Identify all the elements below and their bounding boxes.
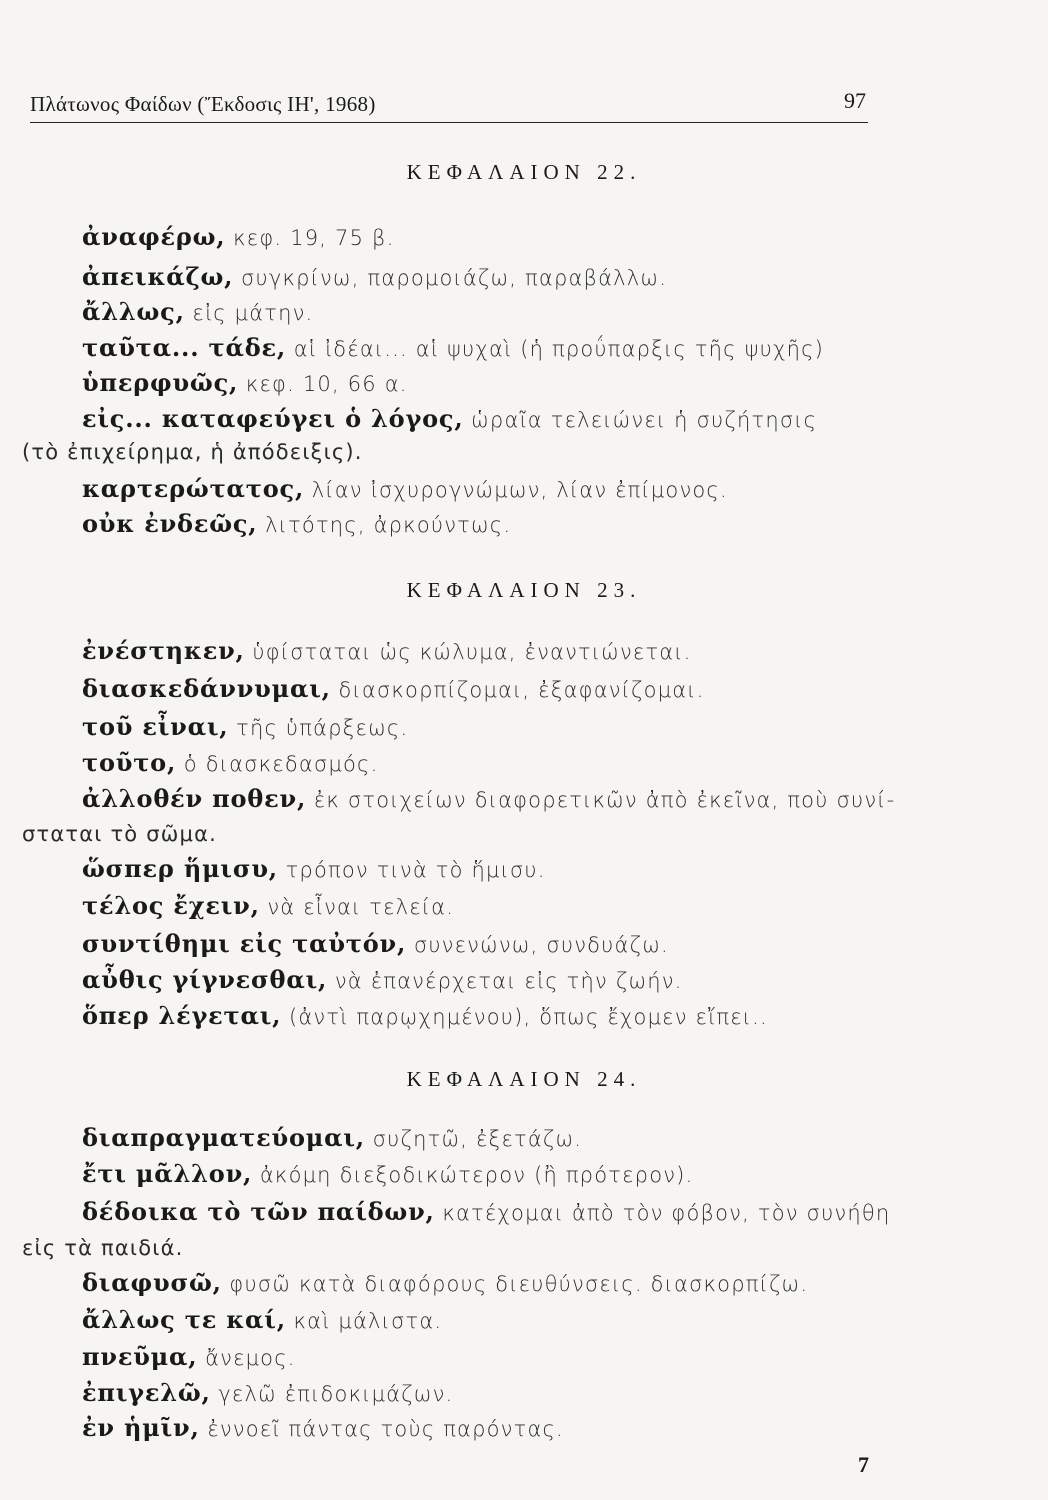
entry-term: ἀλλοθέν ποθεν, bbox=[82, 784, 307, 813]
signature-mark: 7 bbox=[858, 1452, 869, 1477]
entry-term: τοῦ εἶναι, bbox=[82, 712, 229, 741]
entry-term: ὅπερ λέγεται, bbox=[82, 1001, 282, 1030]
entry-definition: διασκορπίζομαι, ἐξαφανίζομαι. bbox=[338, 678, 705, 702]
chapter-heading-24: ΚΕΦΑΛΑΙΟΝ 24. bbox=[406, 1067, 642, 1091]
entry-term: ἀπεικάζω, bbox=[82, 262, 234, 291]
entry-term: ταῦτα... τάδε, bbox=[82, 333, 287, 362]
chapter-heading-22: ΚΕΦΑΛΑΙΟΝ 22. bbox=[406, 160, 642, 184]
entry-term: ἔτι μᾶλλον, bbox=[82, 1159, 253, 1188]
entry-definition: ὁ διασκεδασμός. bbox=[183, 752, 379, 776]
glossary-entry bbox=[82, 712, 408, 743]
entry-term: διαφυσῶ, bbox=[82, 1268, 222, 1297]
entry-definition: τρόπον τινὰ τὸ ἥμισυ. bbox=[285, 858, 546, 882]
entry-definition: ἐννοεῖ πάντας τοὺς παρόντας. bbox=[207, 1417, 564, 1441]
entry-definition: γελῶ ἐπιδοκιμάζων. bbox=[218, 1382, 454, 1406]
entry-definition: (ἀντὶ παρῳχημένου), ὅπως ἔχομεν εἴπει.. bbox=[288, 1005, 768, 1029]
entry-definition: κατέχομαι ἀπὸ τὸν φόβον, τὸν συνήθη bbox=[442, 1201, 891, 1225]
entry-term: δέδοικα τὸ τῶν παίδων, bbox=[82, 1197, 435, 1226]
entry-term: αὖθις γίγνεσθαι, bbox=[82, 965, 328, 994]
entry-definition: ὡραῖα τελειώνει ἡ συζήτησις bbox=[471, 408, 818, 432]
glossary-entry bbox=[82, 1342, 296, 1373]
glossary-entry bbox=[82, 784, 895, 815]
glossary-entry bbox=[82, 965, 683, 996]
entry-definition: λίαν ἰσχυρογνώμων, λίαν ἐπίμονος. bbox=[311, 478, 728, 502]
entry-definition: συζητῶ, ἐξετάζω. bbox=[372, 1127, 583, 1151]
entry-definition: καὶ μάλιστα. bbox=[293, 1309, 443, 1333]
entry-definition: ἄνεμος. bbox=[205, 1346, 296, 1370]
entry-term: συντίθημι εἰς ταὐτόν, bbox=[82, 929, 407, 958]
glossary-entry bbox=[82, 674, 705, 705]
entry-term: ὑπερφυῶς, bbox=[82, 368, 239, 397]
entry-definition: συγκρίνω, παρομοιάζω, παραβάλλω. bbox=[240, 266, 668, 290]
glossary-entry bbox=[82, 929, 669, 960]
glossary-entry bbox=[82, 1001, 768, 1032]
chapter-heading-23: ΚΕΦΑΛΑΙΟΝ 23. bbox=[406, 578, 642, 602]
entry-definition: ἀκόμη διεξοδικώτερον (ἢ πρότερον). bbox=[259, 1163, 694, 1187]
entry-definition: συνενώνω, συνδυάζω. bbox=[413, 933, 669, 957]
entry-term: τέλος ἔχειν, bbox=[82, 891, 260, 920]
glossary-entry bbox=[82, 1123, 582, 1154]
glossary-entry bbox=[82, 297, 313, 328]
entry-definition: αἱ ἰδέαι... αἱ ψυχαὶ (ἡ προΰπαρξις τῆς ψυχῆς) bbox=[293, 337, 825, 361]
entry-definition: φυσῶ κατὰ διαφόρους διευθύνσεις. διασκορπίζω. bbox=[229, 1272, 809, 1296]
glossary-entry bbox=[82, 1197, 890, 1228]
page-number: 97 bbox=[844, 88, 866, 113]
entry-term: ἄλλως τε καί, bbox=[82, 1305, 286, 1334]
entry-definition: λιτότης, ἀρκούντως. bbox=[265, 513, 512, 537]
glossary-entry bbox=[82, 333, 824, 364]
glossary-entry bbox=[82, 1268, 808, 1299]
glossary-entry bbox=[82, 1305, 442, 1336]
glossary-entry bbox=[82, 404, 817, 435]
entry-term: πνεῦμα, bbox=[82, 1342, 198, 1371]
entry-definition: νὰ ἐπανέρχεται εἰς τὴν ζωήν. bbox=[334, 969, 683, 993]
entry-continuation: σταται τὸ σῶμα. bbox=[22, 822, 218, 846]
entry-definition: ἐκ στοιχείων διαφορετικῶν ἀπὸ ἐκεῖνα, ποὺ συνί- bbox=[313, 788, 896, 812]
entry-continuation: εἰς τὰ παιδιά. bbox=[22, 1236, 184, 1260]
entry-term: ἐν ἡμῖν, bbox=[82, 1413, 200, 1442]
glossary-entry bbox=[82, 222, 394, 253]
glossary-entry bbox=[82, 891, 454, 922]
entry-continuation: (τὸ ἐπιχείρημα, ἡ ἀπόδειξις). bbox=[22, 440, 363, 464]
entry-term: ἐπιγελῶ, bbox=[82, 1378, 211, 1407]
entry-term: ἀναφέρω, bbox=[82, 222, 226, 251]
entry-term: ὥσπερ ἥμισυ, bbox=[82, 854, 278, 883]
glossary-entry bbox=[82, 262, 667, 293]
entry-term: καρτερώτατος, bbox=[82, 474, 305, 503]
entry-term: ἐνέστηκεν, bbox=[82, 636, 245, 665]
entry-term: οὐκ ἐνδεῶς, bbox=[82, 509, 258, 538]
glossary-entry bbox=[82, 636, 692, 667]
entry-term: διασκεδάννυμαι, bbox=[82, 674, 331, 703]
glossary-entry bbox=[82, 1378, 453, 1409]
entry-term: εἰς... καταφεύγει ὁ λόγος, bbox=[82, 404, 464, 433]
entry-definition: ὑφίσταται ὡς κώλυμα, ἐναντιώνεται. bbox=[252, 640, 692, 664]
entry-definition: νὰ εἶναι τελεία. bbox=[267, 895, 455, 919]
entry-term: ἄλλως, bbox=[82, 297, 185, 326]
glossary-entry bbox=[82, 368, 408, 399]
glossary-entry bbox=[82, 474, 728, 505]
entry-definition: κεφ. 19, 75 β. bbox=[233, 226, 395, 250]
header-title: Πλάτωνος Φαίδων (Ἔκδοσις ΙΗ', 1968) bbox=[30, 92, 376, 116]
entry-definition: εἰς μάτην. bbox=[192, 301, 314, 325]
glossary-entry bbox=[82, 1413, 564, 1444]
glossary-entry bbox=[82, 854, 546, 885]
entry-term: τοῦτο, bbox=[82, 748, 177, 777]
entry-term: διαπραγματεύομαι, bbox=[82, 1123, 365, 1152]
entry-definition: τῆς ὑπάρξεως. bbox=[236, 716, 409, 740]
running-header bbox=[30, 88, 868, 123]
glossary-entry bbox=[82, 509, 511, 540]
glossary-entry bbox=[82, 748, 378, 779]
glossary-entry bbox=[82, 1159, 693, 1190]
entry-definition: κεφ. 10, 66 α. bbox=[245, 372, 408, 396]
